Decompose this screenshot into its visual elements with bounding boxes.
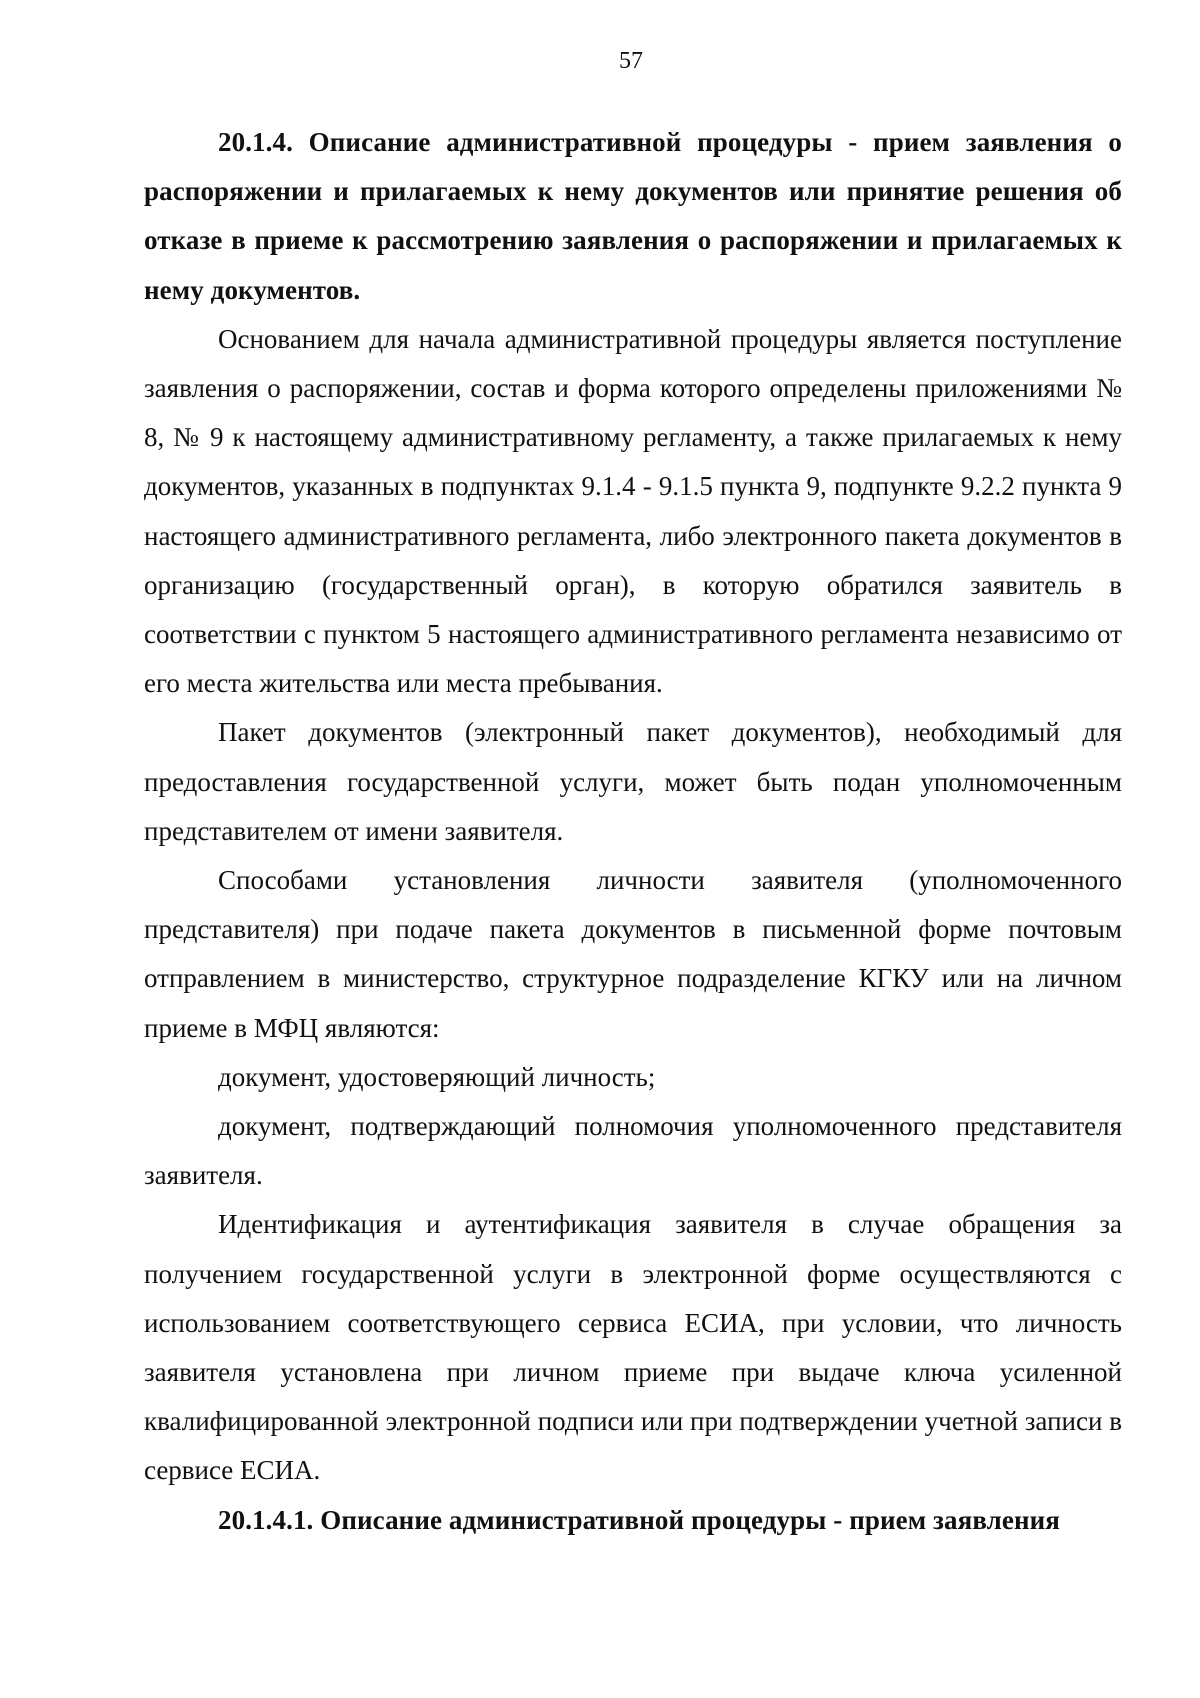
paragraph-procedure-basis: Основанием для начала административной процедуры является поступление заявления о распоряжении, состав и форма которого определены приложениями № 8, № 9 к настоящему административному регламенту, а также прилагаемых к нему документов, указанных в подпунктах 9.1.4 - 9.1.5 пункта 9, подпункте 9.2.2 пункта 9 настоящего административного регламента, либо электронного пакета документов в организацию (государственный орган), в которую обратился заявитель в соответствии с пунктом 5 настоящего административного регламента независимо от его места жительства или места пребывания. xyxy=(144,323,1122,699)
list-item-identity-document: документ, удостоверяющий личность; xyxy=(218,1061,656,1092)
paragraph-esia-identification: Идентификация и аутентификация заявителя в случае обращения за получением государственной услуги в электронной форме осуществляются с использованием соответствующего сервиса ЕСИА, при условии, что личность заявителя установлена при личном приеме при выдаче ключа усиленной квалифицированной электронной подписи или при подтверждении учетной записи в сервисе ЕСИА. xyxy=(144,1209,1122,1486)
paragraph-representative-submission: Пакет документов (электронный пакет документов), необходимый для предоставления государственной услуги, может быть подан уполномоченным представителем от имени заявителя. xyxy=(144,717,1122,846)
document-body xyxy=(144,118,1122,1545)
list-item-authority-document: документ, подтверждающий полномочия уполномоченного представителя заявителя. xyxy=(144,1111,1122,1191)
paragraph-identity-methods: Способами установления личности заявителя (уполномоченного представителя) при подаче пакета документов в письменной форме почтовым отправлением в министерство, структурное подразделение КГКУ или на личном приеме в МФЦ являются: xyxy=(144,865,1122,1043)
section-heading-20-1-4: 20.1.4. Описание административной процедуры - прием заявления о распоряжении и прилагаемых к нему документов или принятие решения об отказе в приеме к рассмотрению заявления о распоряжении и прилагаемых к нему документов. xyxy=(144,127,1122,305)
page-number: 57 xyxy=(619,48,643,74)
section-heading-20-1-4-1: 20.1.4.1. Описание административной процедуры - прием заявления xyxy=(218,1504,1060,1535)
